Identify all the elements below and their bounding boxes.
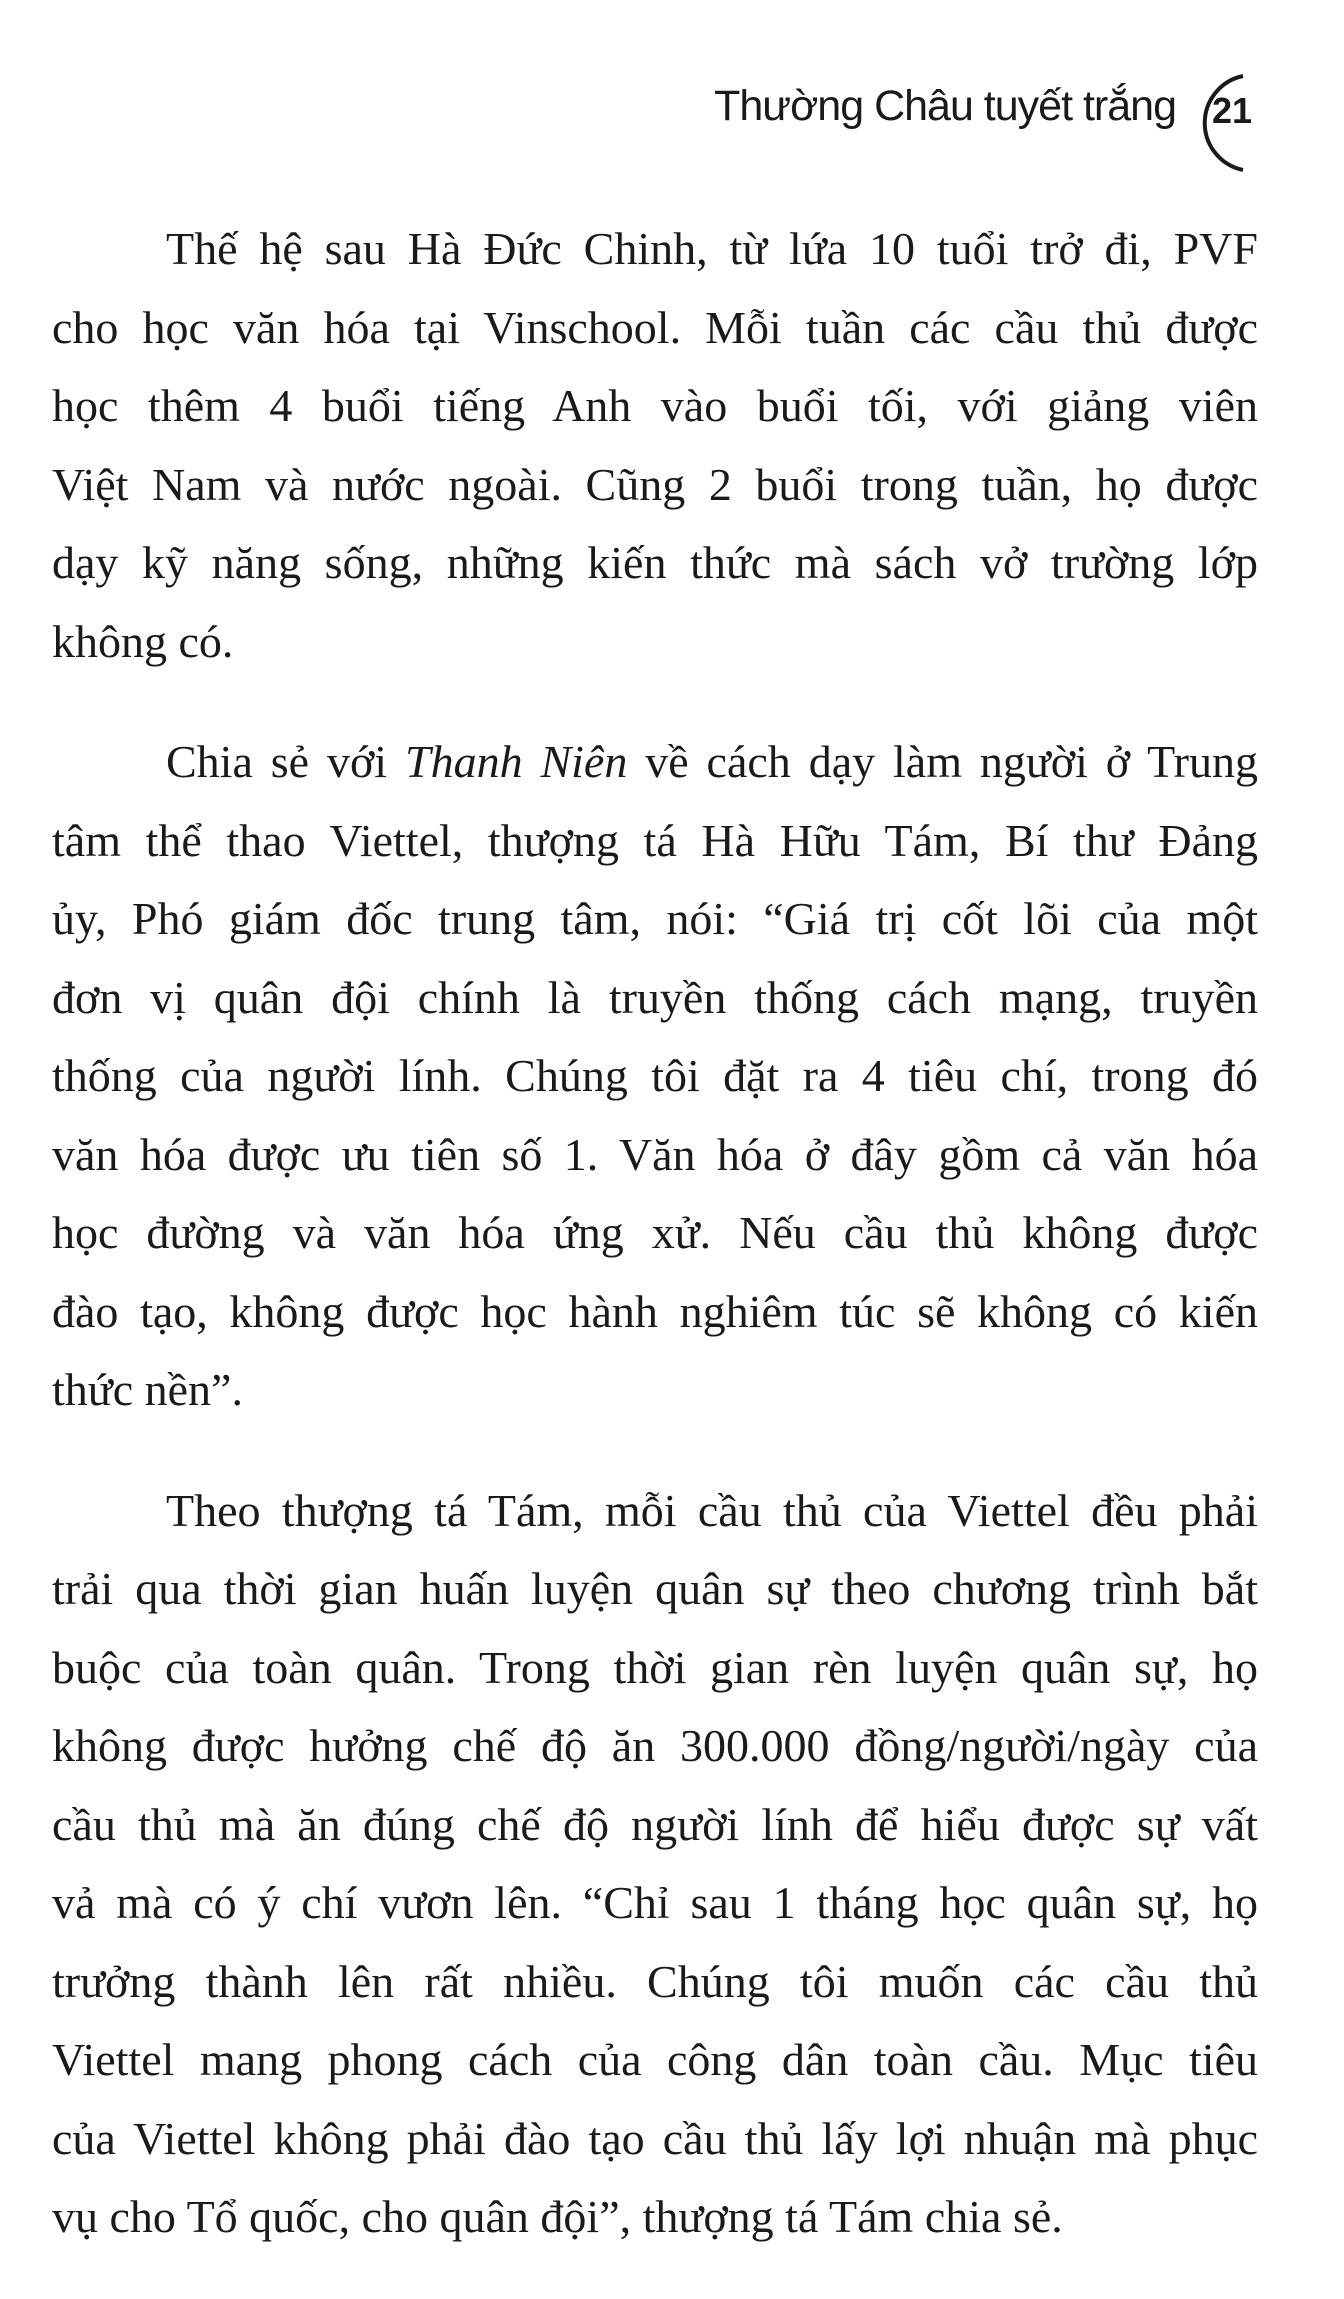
- text-line: vụ cho Tổ quốc, cho quân đội”, thượng tá Tám chia sẻ.: [52, 2191, 1063, 2242]
- text-line: vả mà có ý chí vươn lên. “Chỉ sau 1 tháng học quân sự, họ: [52, 1877, 1258, 1928]
- text-line: Việt Nam và nước ngoài. Cũng 2 buổi trong tuần, họ được: [52, 458, 1258, 510]
- text-line: học đường và văn hóa ứng xử. Nếu cầu thủ không được: [52, 1207, 1258, 1258]
- text-line: đào tạo, không được học hành nghiêm túc sẽ không có kiến: [52, 1285, 1258, 1337]
- text-line: học thêm 4 buổi tiếng Anh vào buổi tối, với giảng viên: [52, 380, 1258, 431]
- text-line: không có.: [52, 615, 234, 667]
- paragraph-1: [52, 210, 1258, 681]
- text-line: cho học văn hóa tại Vinschool. Mỗi tuần các cầu thủ được: [52, 301, 1258, 353]
- text-run: về cách dạy làm người ở Trung: [627, 736, 1258, 787]
- body-text: [52, 210, 1258, 2299]
- text-line: Viettel mang phong cách của công dân toàn cầu. Mục tiêu: [52, 2034, 1258, 2085]
- text-line: văn hóa được ưu tiên số 1. Văn hóa ở đây gồm cả văn hóa: [52, 1128, 1258, 1180]
- paragraph-3: [52, 1472, 1258, 2257]
- text-line: thức nền”.: [52, 1364, 243, 1415]
- text-line: tâm thể thao Viettel, thượng tá Hà Hữu Tám, Bí thư Đảng: [52, 814, 1258, 866]
- text-line: Theo thượng tá Tám, mỗi cầu thủ của Viettel đều phải: [166, 1484, 1258, 1536]
- text-line: Thế hệ sau Hà Đức Chinh, từ lứa 10 tuổi trở đi, PVF: [166, 223, 1258, 274]
- text-line: không được hưởng chế độ ăn 300.000 đồng/người/ngày của: [52, 1720, 1258, 1771]
- text-line: dạy kỹ năng sống, những kiến thức mà sách vở trường lớp: [52, 537, 1258, 588]
- page-number: 21: [1212, 90, 1253, 131]
- text-run: Chia sẻ với: [166, 736, 405, 787]
- text-line: cầu thủ mà ăn đúng chế độ người lính để hiểu được sự vất: [52, 1798, 1258, 1850]
- text-line: trưởng thành lên rất nhiều. Chúng tôi muốn các cầu thủ: [52, 1955, 1258, 2007]
- text-line: đơn vị quân đội chính là truyền thống cách mạng, truyền: [52, 971, 1258, 1023]
- text-line: ủy, Phó giám đốc trung tâm, nói: “Giá trị cốt lõi của một: [52, 893, 1258, 944]
- newspaper-name: Thanh Niên: [404, 736, 628, 787]
- running-title: Thường Châu tuyết trắng: [714, 82, 1176, 130]
- text-line: của Viettel không phải đào tạo cầu thủ lấy lợi nhuận mà phục: [52, 2112, 1258, 2164]
- text-line: [52, 723, 1258, 802]
- paragraph-2: [52, 723, 1258, 1430]
- text-line: buộc của toàn quân. Trong thời gian rèn luyện quân sự, họ: [52, 1641, 1258, 1693]
- text-line: trải qua thời gian huấn luyện quân sự theo chương trình bắt: [52, 1563, 1258, 1614]
- page-header: [0, 68, 1344, 178]
- text-line: thống của người lính. Chúng tôi đặt ra 4 tiêu chí, trong đó: [52, 1050, 1258, 1101]
